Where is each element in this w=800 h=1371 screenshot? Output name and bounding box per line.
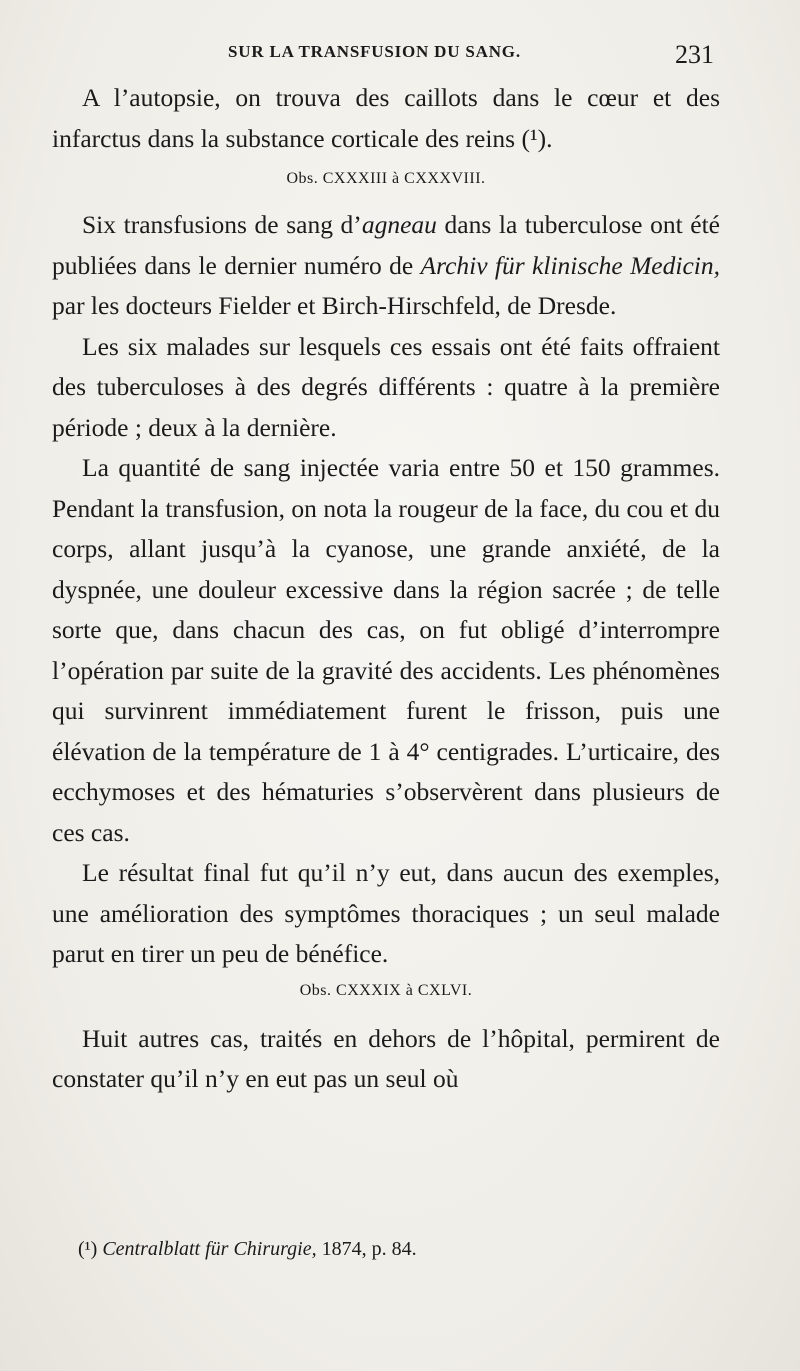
p2-text-b: dans la tuberculose ont été publiées dans le dernier numéro de <box>52 210 720 280</box>
p2-emphasis-journal: Archiv für klinische Medicin, <box>420 250 720 280</box>
paragraph-six-transfusions <box>52 205 720 327</box>
paragraph-autopsy: A l’autopsie, on trouva des caillots dans le cœur et des infarctus dans la substance corticale des reins (¹). <box>52 83 720 153</box>
paragraph-blood-quantity: La quantité de sang injectée varia entre 50 et 150 grammes. Pendant la transfusion, on nota la rougeur de la face, du cou et du corps, allant jusqu’à la cyanose, une grande anxiété, de la dyspnée, une douleur excessive dans la région sacrée ; de telle sorte que, dans chacun des cas, on fut obligé d’interrompre l’opération par suite de la gravité des accidents. Les phénomènes qui survinrent immédiatement furent le frisson, puis une élévation de la température de 1 à 4° centigrades. L’urticaire, des ecchymoses et des hématuries s’observèrent dans plusieurs de ces cas. <box>52 453 720 847</box>
observation-heading-2: Obs. CXXXIX à CXLVI. <box>299 981 473 999</box>
observation-heading-1: Obs. CXXXIII à CXXXVIII. <box>286 170 486 187</box>
footnote <box>78 1238 417 1261</box>
paragraph-final-result: Le résultat final fut qu’il n’y eut, dans aucun des exemples, une amélioration des symptômes thoraciques ; un seul malade parut en tirer un peu de bénéfice. <box>52 858 720 968</box>
page-header <box>0 38 800 78</box>
footnote-marker: (¹) <box>78 1238 98 1260</box>
footnote-citation: 1874, p. 84. <box>321 1238 417 1260</box>
paragraph-eight-cases: Huit autres cas, traités en dehors de l’hôpital, permirent de constater qu’il n’y en eut pas un seul où <box>52 1023 720 1093</box>
body-text <box>52 78 720 1100</box>
p2-text-c: par les docteurs Fielder et Birch-Hirschfeld, de Dresde. <box>52 291 617 320</box>
p2-emphasis-agneau: agneau <box>361 210 437 239</box>
running-title: SUR LA TRANSFUSION DU SANG. <box>228 42 521 61</box>
footnote-source: Centralblatt für Chirurgie, <box>102 1238 317 1260</box>
paragraph-six-patients: Les six malades sur lesquels ces essais ont été faits offraient des tuberculoses à des degrés différents : quatre à la première période ; deux à la dernière. <box>52 331 720 442</box>
p2-text-a: Six transfusions de sang d’ <box>82 210 362 239</box>
page-number: 231 <box>675 40 714 69</box>
